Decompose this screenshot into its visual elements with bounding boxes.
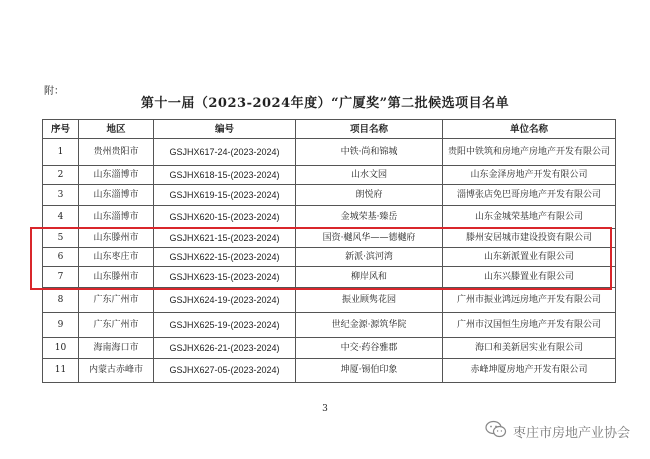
cell-unit: 广州市汉国恒生房地产开发有限公司 (443, 313, 616, 338)
cell-project: 柳岸风和 (296, 267, 443, 288)
highlight-box (30, 227, 612, 290)
cell-region: 山东滕州市 (79, 229, 154, 248)
cell-region: 山东枣庄市 (79, 248, 154, 267)
wechat-icon (485, 420, 507, 442)
cell-region: 山东淄博市 (79, 185, 154, 206)
cell-number: 4 (43, 206, 79, 229)
cell-region: 广东广州市 (79, 288, 154, 313)
cell-unit: 贵阳中铁筑和房地产房地产开发有限公司 (443, 139, 616, 166)
cell-project: 世纪金源·源筑华院 (296, 313, 443, 338)
cell-unit: 广州市振业鸿远房地产开发有限公司 (443, 288, 616, 313)
attachment-label: 附： (44, 86, 64, 97)
cell-region: 海南海口市 (79, 338, 154, 359)
cell-project: 中铁·尚和锦城 (296, 139, 443, 166)
cell-project: 中交·药谷雅郡 (296, 338, 443, 359)
table-header-row (43, 120, 616, 139)
cell-project: 山水文园 (296, 166, 443, 185)
header-unit: 单位名称 (443, 120, 616, 139)
table-row (43, 206, 616, 229)
table-row (43, 185, 616, 206)
cell-unit: 海口和美新居实业有限公司 (443, 338, 616, 359)
cell-region: 山东淄博市 (79, 206, 154, 229)
watermark (485, 420, 630, 442)
cell-region: 山东淄博市 (79, 166, 154, 185)
watermark-text: 枣庄市房地产业协会 (512, 425, 630, 441)
cell-number: 1 (43, 139, 79, 166)
cell-unit: 山东金泽房地产开发有限公司 (443, 166, 616, 185)
cell-project: 振业顾隽花园 (296, 288, 443, 313)
cell-number: 9 (43, 313, 79, 338)
cell-project: 国资·樾风华——德樾府 (296, 229, 443, 248)
cell-code: GSJHX626-21-(2023-2024) (154, 338, 296, 359)
table-row (43, 139, 616, 166)
cell-number: 10 (43, 338, 79, 359)
cell-number: 11 (43, 359, 79, 383)
header-code: 编号 (154, 120, 296, 139)
cell-region: 贵州贵阳市 (79, 139, 154, 166)
cell-unit: 滕州安居城市建设投资有限公司 (443, 229, 616, 248)
cell-number: 3 (43, 185, 79, 206)
cell-project: 朗悦府 (296, 185, 443, 206)
cell-project: 坤厦·锡伯印象 (296, 359, 443, 383)
cell-code: GSJHX618-15-(2023-2024) (154, 166, 296, 185)
table-row (43, 313, 616, 338)
header-project: 项目名称 (296, 120, 443, 139)
cell-code: GSJHX622-15-(2023-2024) (154, 248, 296, 267)
cell-region: 广东广州市 (79, 313, 154, 338)
cell-number: 6 (43, 248, 79, 267)
cell-number: 7 (43, 267, 79, 288)
cell-code: GSJHX627-05-(2023-2024) (154, 359, 296, 383)
cell-unit: 淄博张店免巴哥房地产开发有限公司 (443, 185, 616, 206)
cell-code: GSJHX623-15-(2023-2024) (154, 267, 296, 288)
cell-code: GSJHX619-15-(2023-2024) (154, 185, 296, 206)
cell-region: 内蒙古赤峰市 (79, 359, 154, 383)
table-row (43, 338, 616, 359)
header-region: 地区 (79, 120, 154, 139)
cell-project: 新派·滨河湾 (296, 248, 443, 267)
cell-code: GSJHX625-19-(2023-2024) (154, 313, 296, 338)
table-row (43, 166, 616, 185)
cell-region: 山东滕州市 (79, 267, 154, 288)
table-row (43, 359, 616, 383)
cell-code: GSJHX621-15-(2023-2024) (154, 229, 296, 248)
cell-code: GSJHX617-24-(2023-2024) (154, 139, 296, 166)
cell-unit: 山东金城荣基地产有限公司 (443, 206, 616, 229)
document-title: 第十一届（2023-2024年度）“广厦奖”第二批候选项目名单 (140, 96, 510, 111)
cell-project: 金城荣基·臻岳 (296, 206, 443, 229)
cell-code: GSJHX620-15-(2023-2024) (154, 206, 296, 229)
cell-number: 8 (43, 288, 79, 313)
cell-number: 2 (43, 166, 79, 185)
page-number: 3 (322, 404, 328, 414)
cell-number: 5 (43, 229, 79, 248)
header-number: 序号 (43, 120, 79, 139)
cell-unit: 山东兴滕置业有限公司 (443, 267, 616, 288)
cell-unit: 赤峰坤厦房地产开发有限公司 (443, 359, 616, 383)
table-row (43, 288, 616, 313)
cell-unit: 山东新派置业有限公司 (443, 248, 616, 267)
cell-code: GSJHX624-19-(2023-2024) (154, 288, 296, 313)
